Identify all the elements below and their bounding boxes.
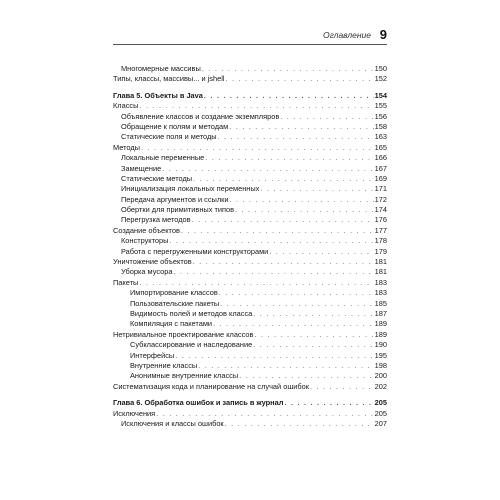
toc-entry-title: Типы, классы, массивы... и jshell [113,74,225,84]
toc-entry [113,153,387,163]
toc-entry-title: Статические поля и методы [121,132,217,142]
toc-leader-dots [235,205,374,215]
toc-entry-title: Обращение к полям и методам [121,121,229,131]
toc-entry-page: 185 [374,298,387,308]
toc-leader-dots [139,101,373,111]
toc-entry-page: 179 [374,246,387,256]
toc-leader-dots [198,361,373,371]
toc-entry [113,112,387,122]
toc-entry-title: Статические методы [121,173,193,183]
toc-entry-title: Классы [113,101,139,111]
toc-entry-title: Импортирование классов [130,288,218,298]
toc-entry-page: 207 [374,418,387,428]
toc-entry [113,64,387,74]
toc-entry-page: 172 [374,194,387,204]
toc-leader-dots [253,309,373,319]
toc-leader-dots [162,164,373,174]
toc-leader-dots [193,257,374,267]
toc-entry-page: 169 [374,173,387,183]
running-title: Оглавление [322,30,371,40]
toc-entry-page: 167 [374,163,387,173]
toc-entry-page: 189 [374,319,387,329]
toc-entry-page: 205 [374,398,387,408]
toc-entry [113,371,387,381]
toc-entry [113,184,387,194]
toc-entry [113,309,387,319]
toc-leader-dots [202,64,374,74]
toc-entry [113,164,387,174]
toc-entry [113,143,387,153]
toc-entry-title: Исключения [113,408,156,418]
toc-entry-page: 205 [374,408,387,418]
toc-entry-page: 183 [374,288,387,298]
toc-entry-page: 166 [374,153,387,163]
toc-entry-title: Видимость полей и методов класса [130,308,253,318]
toc-entry-title: Многомерные массивы [121,64,201,73]
toc-leader-dots [139,278,373,288]
toc-entry [113,382,387,392]
toc-leader-dots [220,299,373,309]
toc-leader-dots [284,398,373,408]
toc-entry [113,174,387,184]
toc-entry [113,409,387,419]
toc-leader-dots [239,371,373,381]
header-rule [113,44,387,45]
toc-entry-page: 158 [374,121,387,131]
toc-entry [113,278,387,288]
toc-entry [113,419,387,429]
toc-entry-page: 163 [374,132,387,142]
toc-entry-page: 198 [374,360,387,370]
toc-entry-page: 176 [374,215,387,225]
toc-chapter-heading [113,398,387,408]
toc-entry-page: 152 [374,74,387,84]
table-of-contents [113,64,387,429]
toc-entry-title: Систематизация кода и планирование на случай ошибок [113,381,309,391]
toc-entry [113,288,387,298]
toc-leader-dots [181,226,374,236]
toc-entry-title: Конструкторы [121,236,169,246]
toc-entry-title: Объявление классов и создание экземпляров [121,111,280,121]
toc-entry-title: Пользовательские пакеты [130,298,220,308]
toc-leader-dots [192,215,374,225]
toc-leader-dots [156,409,373,419]
toc-leader-dots [269,247,373,257]
toc-entry-page: 165 [374,142,387,152]
toc-leader-dots [141,143,374,153]
toc-entry-title: Обертки для примитивных типов [121,205,235,215]
toc-entry-title: Работа с перегруженными конструкторами [121,246,269,256]
toc-entry [113,361,387,371]
toc-entry-page: 187 [374,308,387,318]
toc-entry-title: Уборка мусора [121,267,173,277]
toc-entry-title: Передача аргументов и ссылки [121,194,229,204]
toc-entry-title: Нетривиальное проектирование классов [113,329,254,339]
toc-entry-title: Исключения и классы ошибок [121,418,224,428]
page-number: 9 [379,27,387,42]
toc-entry [113,122,387,132]
toc-entry-title: Создание объектов [113,225,180,235]
toc-leader-dots [175,351,373,361]
toc-entry-title: Методы [113,142,140,152]
toc-entry-page: 190 [374,340,387,350]
toc-leader-dots [225,74,373,84]
toc-entry-title: Внутренние классы [130,360,198,370]
toc-entry [113,74,387,84]
toc-entry-page: 154 [374,90,387,100]
toc-leader-dots [254,330,373,340]
toc-entry-title: Субклассирование и наследование [130,340,253,350]
toc-entry-page: 202 [374,381,387,391]
toc-entry [113,101,387,111]
toc-entry-title: Локальные переменные [121,153,205,163]
toc-entry-title: Глава 6. Обработка ошибок и запись в журнал [113,398,284,408]
toc-leader-dots [310,382,374,392]
toc-chapter-heading [113,91,387,101]
toc-entry [113,267,387,277]
toc-entry [113,205,387,215]
toc-entry-page: 174 [374,205,387,215]
page-header [113,29,387,47]
toc-leader-dots [280,112,373,122]
toc-leader-dots [205,153,373,163]
toc-entry-title: Уничтожение объектов [113,257,192,267]
toc-entry-page: 183 [374,277,387,287]
toc-entry-page: 178 [374,236,387,246]
toc-entry [113,257,387,267]
toc-entry [113,132,387,142]
toc-entry-title: Перегрузка методов [121,215,191,225]
toc-leader-dots [253,340,373,350]
toc-entry-page: 195 [374,350,387,360]
toc-entry-page: 171 [374,184,387,194]
toc-leader-dots [225,419,374,429]
toc-leader-dots [173,267,373,277]
toc-entry-page: 181 [374,257,387,267]
toc-entry [113,247,387,257]
toc-entry-title: Инициализация локальных переменных [121,184,260,194]
toc-entry [113,330,387,340]
toc-leader-dots [230,195,374,205]
toc-entry [113,319,387,329]
toc-entry-page: 189 [374,329,387,339]
toc-entry [113,351,387,361]
toc-leader-dots [204,91,374,101]
toc-entry-title: Компиляция с пакетами [130,319,213,329]
toc-leader-dots [193,174,374,184]
toc-entry-page: 155 [374,101,387,111]
toc-leader-dots [260,184,373,194]
toc-entry-title: Пакеты [113,277,139,287]
toc-entry [113,236,387,246]
toc-leader-dots [218,132,374,142]
toc-entry [113,215,387,225]
toc-entry [113,226,387,236]
toc-entry [113,195,387,205]
toc-entry-page: 156 [374,111,387,121]
toc-entry-page: 200 [374,371,387,381]
toc-entry-title: Глава 5. Объекты в Java [113,90,203,100]
toc-leader-dots [219,288,374,298]
toc-leader-dots [169,236,373,246]
toc-entry-title: Интерфейсы [130,350,175,360]
toc-entry-page: 181 [374,267,387,277]
toc-entry-page: 150 [374,64,387,73]
toc-entry [113,340,387,350]
toc-entry [113,299,387,309]
toc-entry-page: 177 [374,225,387,235]
toc-leader-dots [213,319,374,329]
toc-entry-title: Анонимные внутренние классы [130,371,239,381]
toc-leader-dots [229,122,373,132]
toc-entry-title: Замещение [121,163,162,173]
